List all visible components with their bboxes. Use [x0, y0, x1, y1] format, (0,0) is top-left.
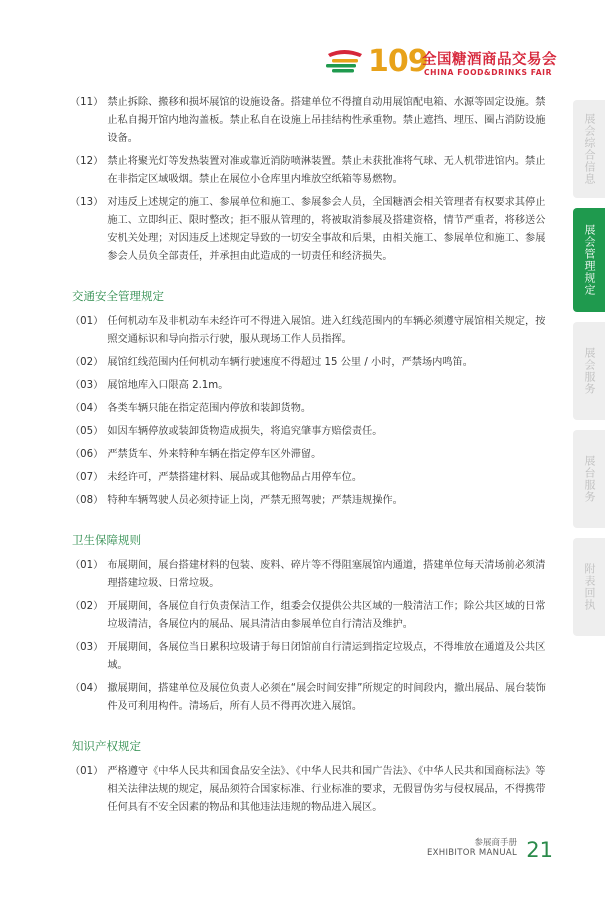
sidebar-tab-general-info[interactable]: [573, 100, 605, 198]
item-text: 撤展期间，搭建单位及展位负责人必须在“展会时间安排”所规定的时间段内，撤出展品、展台装饰件及可利用构件。清场后，所有人员不得再次进入展馆。: [107, 683, 546, 712]
item-number: （07）: [70, 472, 104, 483]
list-item: [70, 469, 552, 487]
sidebar-tab-forms[interactable]: [573, 538, 605, 636]
list-item: [70, 446, 552, 464]
list-item: [70, 763, 552, 817]
item-number: （03）: [70, 642, 104, 653]
sidebar-tab-fair-services[interactable]: [573, 322, 605, 420]
logo-number: 109: [368, 44, 428, 79]
sidebar-tab-booth-services[interactable]: [573, 430, 605, 528]
list-item: [70, 354, 552, 372]
item-text: 特种车辆驾驶人员必须持证上岗，严禁无照驾驶；严禁违规操作。: [107, 495, 403, 506]
item-number: （04）: [70, 683, 104, 694]
section-title-hygiene: 卫生保障规则: [72, 533, 141, 547]
traffic-list: [70, 313, 552, 510]
list-item: [70, 194, 552, 266]
item-number: （01）: [70, 766, 104, 777]
item-text: 严格遵守《中华人民共和国食品安全法》、《中华人民共和国广告法》、《中华人民共和国商标法》等相关法律法规的规定，展品须符合国家标准、行业标准的要求，无假冒伪劣与侵权展品，不得携带任何具有不安全因素的物品和其他违法违规的物品进入展区。: [107, 766, 546, 813]
fair-logo: [322, 44, 584, 84]
section-title-traffic: 交通安全管理规定: [72, 289, 164, 303]
list-item: [70, 423, 552, 441]
sidebar-tab-label: 展会管理规定: [583, 224, 596, 296]
item-number: （12）: [70, 156, 104, 167]
list-item: [70, 153, 552, 189]
item-number: （11）: [70, 97, 104, 108]
item-number: （02）: [70, 601, 104, 612]
list-item: [70, 557, 552, 593]
item-number: （06）: [70, 449, 104, 460]
item-text: 开展期间，各展位自行负责保洁工作，组委会仅提供公共区域的一般清洁工作；除公共区域的日常垃圾清洁，各展位内的展品、展具清洁由参展单位自行清洁及维护。: [107, 601, 546, 630]
ip-list: [70, 763, 552, 817]
item-number: （01）: [70, 316, 104, 327]
list-item: [70, 639, 552, 675]
item-number: （02）: [70, 357, 104, 368]
item-number: （05）: [70, 426, 104, 437]
item-text: 严禁货车、外来特种车辆在指定停车区外滞留。: [107, 449, 322, 460]
sidebar-tab-label: 展会服务: [583, 347, 596, 395]
item-number: （08）: [70, 495, 104, 506]
list-item: [70, 680, 552, 716]
item-text: 布展期间，展台搭建材料的包装、废料、碎片等不得阻塞展馆内通道，搭建单位每天清场前必须清理搭建垃圾、日常垃圾。: [107, 560, 546, 589]
hygiene-list: [70, 557, 552, 716]
item-text: 展馆地库入口限高 2.1m。: [107, 380, 229, 391]
sidebar-tab-label: 附表回执: [583, 563, 596, 611]
item-number: （03）: [70, 380, 104, 391]
item-text: 开展期间，各展位当日累积垃圾请于每日闭馆前自行清运到指定垃圾点，不得堆放在通道及公共区域。: [107, 642, 546, 671]
list-item: [70, 377, 552, 395]
list-item: [70, 313, 552, 349]
list-item: [70, 94, 552, 148]
sidebar-tab-label: 展台服务: [583, 455, 596, 503]
section-sidebar: [573, 100, 605, 646]
item-text: 各类车辆只能在指定范围内停放和装卸货物。: [107, 403, 312, 414]
footer-label-en: EXHIBITOR MANUAL: [427, 848, 517, 858]
sidebar-tab-management-rules[interactable]: [573, 208, 605, 312]
item-text: 如因车辆停放或装卸货物造成损失，将追究肇事方赔偿责任。: [107, 426, 383, 437]
logo-mark-icon: [322, 48, 366, 78]
list-item: [70, 400, 552, 418]
page-content: [70, 94, 552, 822]
page-number: 21: [526, 838, 553, 862]
item-number: （01）: [70, 560, 104, 571]
item-text: 禁止将聚光灯等发热装置对准或靠近消防喷淋装置。禁止未获批准将气球、无人机带进馆内。禁止在非指定区域吸烟。禁止在展位小仓库里内堆放空纸箱等易燃物。: [107, 156, 546, 185]
item-text: 未经许可，严禁搭建材料、展品或其他物品占用停车位。: [107, 472, 363, 483]
item-text: 任何机动车及非机动车未经许可不得进入展馆。进入红线范围内的车辆必须遵守展馆相关规定，按照交通标识和导向指示行驶，服从现场工作人员指挥。: [107, 316, 546, 345]
item-number: （04）: [70, 403, 104, 414]
item-number: （13）: [70, 197, 104, 208]
section-title-ip: 知识产权规定: [72, 739, 141, 753]
intro-list: [70, 94, 552, 266]
logo-title-cn: 全国糖酒商品交易会: [422, 52, 557, 68]
logo-title-en: CHINA FOOD&DRINKS FAIR: [424, 68, 553, 77]
list-item: [70, 492, 552, 510]
footer-label-cn: 参展商手册: [474, 838, 517, 848]
item-text: 展馆红线范围内任何机动车辆行驶速度不得超过 15 公里 / 小时，严禁场内鸣笛。: [107, 357, 473, 368]
sidebar-tab-label: 展会综合信息: [583, 113, 596, 185]
item-text: 禁止拆除、搬移和损坏展馆的设施设备。搭建单位不得擅自动用展馆配电箱、水源等固定设施。禁止私自揭开馆内地沟盖板。禁止私自在设施上吊挂结构性承重物。禁止遮挡、埋压、圈占消防设施设备。: [107, 97, 546, 144]
list-item: [70, 598, 552, 634]
item-text: 对违反上述规定的施工、参展单位和施工、参展参会人员，全国糖酒会相关管理者有权要求其停止施工、立即纠正、限时整改；拒不服从管理的，将被取消参展及搭建资格，情节严重者，将移送公安机关处理；对因违反上述规定导致的一切安全事故和后果，由相关施工、参展单位和施工、参展参会人员负全部责任，并承担由此造成的一切责任和经济损失。: [107, 197, 546, 262]
